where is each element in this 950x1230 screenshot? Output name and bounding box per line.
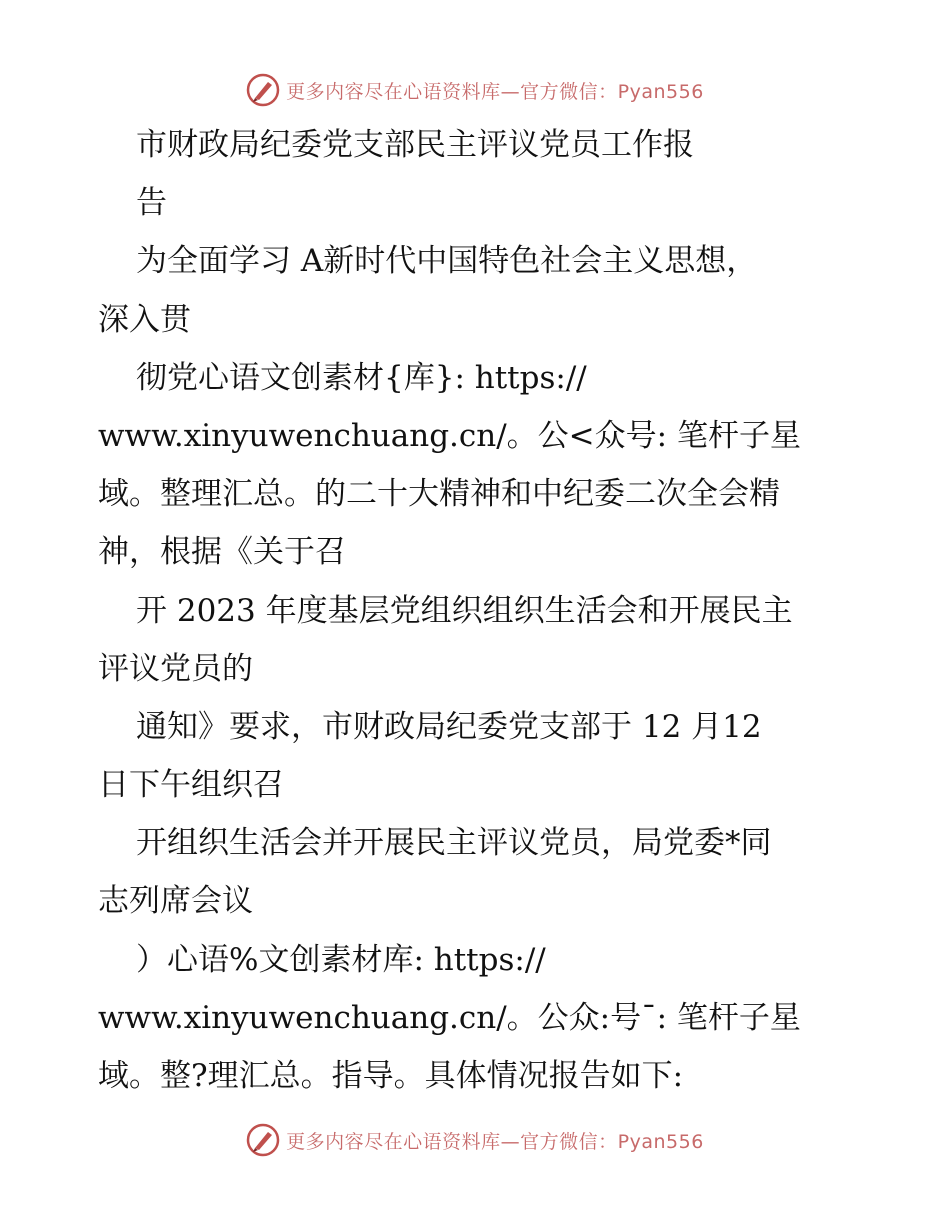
watermark-text: 更多内容尽在心语资料库—官方微信：Pyan556	[286, 80, 704, 103]
text-line: 告	[136, 185, 167, 222]
document-body	[98, 116, 858, 1105]
text-line: 评议党员的	[98, 650, 253, 687]
text-line: 日下午组织召	[98, 767, 284, 804]
watermark-banner-bottom	[0, 1120, 950, 1160]
text-line: 通知》要求，市财政局纪委党支部于 12 月12	[136, 708, 762, 745]
text-line: 志列席会议	[98, 883, 253, 920]
text-line: 开组织生活会并开展民主评议党员，局党委*同	[136, 825, 772, 862]
text-line: ）心语%文创素材库: https://	[136, 941, 546, 978]
pen-logo-icon	[246, 73, 280, 107]
text-line: 彻党心语文创素材{库}: https://	[136, 359, 587, 396]
text-line: 神，根据《关于召	[98, 534, 346, 571]
text-line: 域。整?理汇总。指导。具体情况报告如下:	[98, 1058, 684, 1094]
watermark-banner-top	[0, 70, 950, 110]
text-line: www.xinyuwenchuang.cn/。公众:号¯: 笔杆子星	[98, 999, 801, 1036]
pen-logo-icon	[246, 1123, 280, 1157]
text-line: 为全面学习 A新时代中国特色社会主义思想，	[136, 243, 758, 280]
text-line: www.xinyuwenchuang.cn/。公<众号: 笔杆子星	[98, 417, 801, 454]
watermark-text: 更多内容尽在心语资料库—官方微信：Pyan556	[286, 1130, 704, 1153]
text-line: 深入贯	[98, 301, 191, 338]
text-line: 市财政局纪委党支部民主评议党员工作报	[136, 127, 694, 163]
text-line: 开 2023 年度基层党组织组织生活会和开展民主	[136, 592, 793, 629]
text-line: 域。整理汇总。的二十大精神和中纪委二次全会精	[98, 476, 780, 513]
